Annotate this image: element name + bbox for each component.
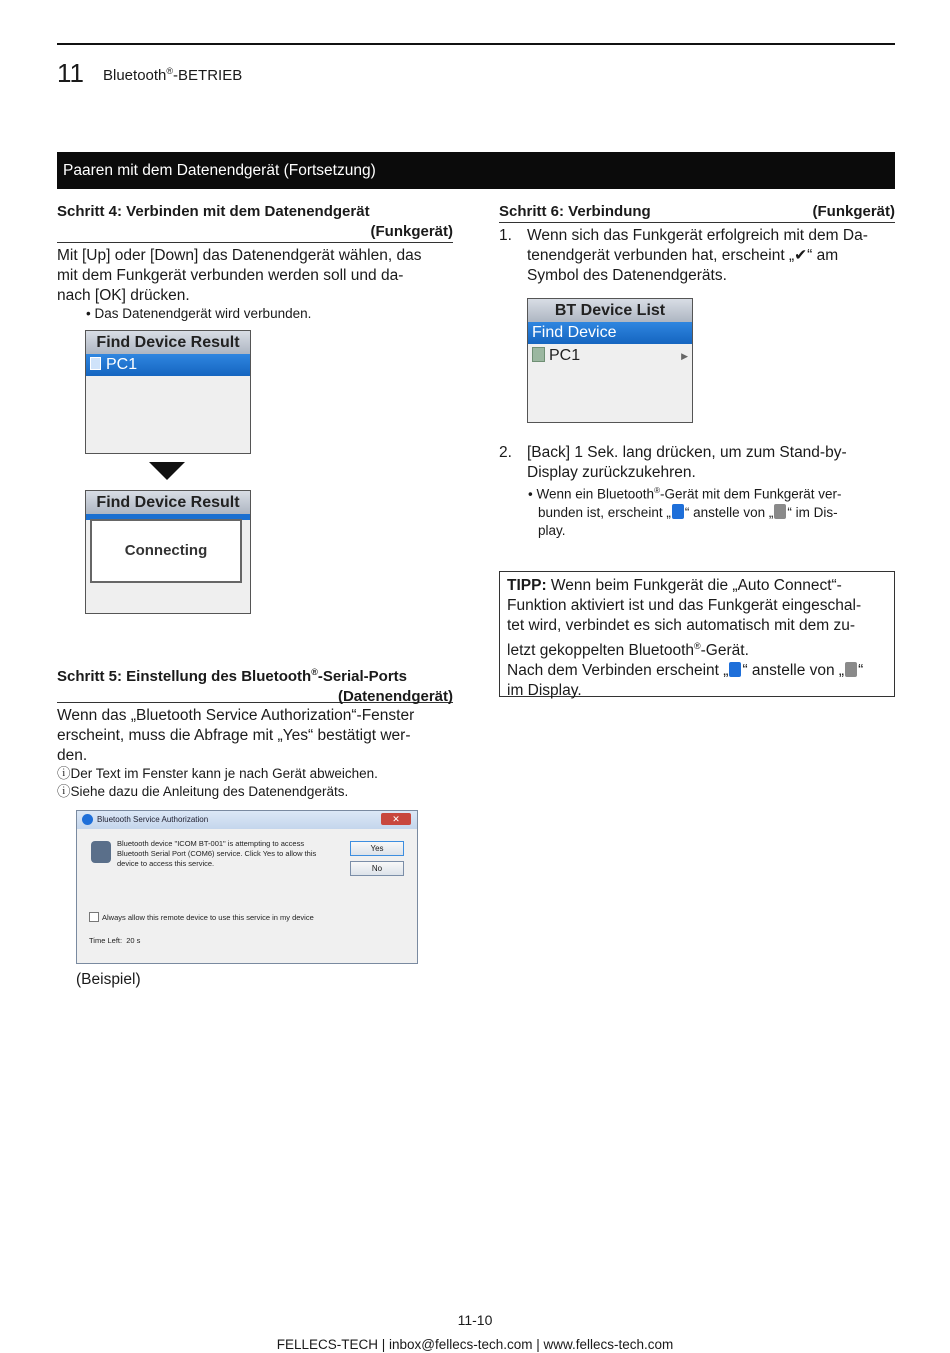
device-icon [90,357,101,370]
bluetooth-inactive-icon [845,662,857,677]
find-device-item: Find Device [528,322,692,344]
screen-title: Find Device Result [86,331,250,354]
list-item-pc1: PC1 ▶ [528,344,692,368]
bluetooth-inactive-icon [774,504,786,519]
window-message: Bluetooth device "ICOM BT-001" is attempting to access Bluetooth Serial Port (COM6) service. Click Yes to allow this device to access this service. [117,839,317,868]
header-rule [57,43,895,45]
bluetooth-device-icon [91,841,111,863]
chevron-right-icon: ▶ [681,351,688,361]
footer-company: FELLECS-TECH | inbox@fellecs-tech.com | www.fellecs-tech.com [276,1337,674,1352]
info-icon: ⓘ [57,766,71,781]
chapter-title: Bluetooth®-BETRIEB [103,66,243,84]
step6-item2-text: [Back] 1 Sek. lang drücken, um zum Stand-by- Display zurückzukehren. [527,444,847,481]
step4-bullet: • Das Datenendgerät wird verbunden. [86,306,312,321]
no-button[interactable]: No [350,861,404,876]
time-left: Time Left: 20 s [89,936,141,945]
connecting-screen [85,490,251,614]
section-banner: Paaren mit dem Datenendgerät (Fortsetzung) [57,152,895,189]
step5-heading: Schritt 5: Einstellung des Bluetooth®-Serial-Ports (Datenendgerät) [57,662,453,703]
bt-authorization-window [76,810,418,964]
yes-button[interactable]: Yes [350,841,404,856]
example-caption: (Beispiel) [76,971,141,988]
close-icon[interactable]: ✕ [381,813,411,825]
page-number: 11-10 [457,1312,493,1328]
list-item-pc1: PC1 [86,354,250,376]
always-allow-checkbox[interactable]: Always allow this remote device to use this service in my device [89,912,314,922]
step6-heading: Schritt 6: Verbindung (Funkgerät) [499,202,895,223]
step5-notes: ⓘDer Text im Fenster kann je nach Gerät abweichen. ⓘSiehe dazu die Anleitung des Datenendgeräts. [57,766,378,799]
connecting-dialog: Connecting [90,519,242,583]
window-titlebar: Bluetooth Service Authorization ✕ [77,811,417,829]
step5-text: Wenn das „Bluetooth Service Authorization“-Fenster erscheint, muss die Abfrage mit „Yes“ bestätigt wer- den. [57,707,415,764]
bluetooth-icon [82,814,93,825]
step6-item2-num: 2. [499,444,512,461]
screen-title: Find Device Result [86,491,250,514]
arrow-down-icon [149,462,185,480]
info-icon: ⓘ [57,784,71,799]
step6-item2-bullet: • Wenn ein Bluetooth®-Gerät mit dem Funkgerät ver- bunden ist, erscheint „ “ anstelle von „ “ im Dis- play. [528,486,842,538]
bluetooth-connected-icon [672,504,684,519]
checkbox-icon[interactable] [89,912,99,922]
step6-item1-num: 1. [499,227,512,244]
step4-heading: Schritt 4: Verbinden mit dem Datenendgerät (Funkgerät) [57,202,453,243]
find-device-screen [85,330,251,454]
screen-title: BT Device List [528,299,692,322]
device-check-icon [532,347,545,362]
bt-device-list-screen [527,298,693,423]
step4-text: Mit [Up] oder [Down] das Datenendgerät wählen, das mit dem Funkgerät verbunden werden soll und da- nach [OK] drücken. [57,247,422,304]
tip-box: TIPP: Wenn beim Funkgerät die „Auto Connect“- Funktion aktiviert ist und das Funkgerät eingeschal- tet wird, verbindet es sich automatisch mit dem zu- letzt gekoppelten Bluetooth®-Gerät. Nach dem Verbinden erscheint „ “ anstelle von „ “ im Display. [499,571,895,697]
step6-item1-text: Wenn sich das Funkgerät erfolgreich mit dem Da- tenendgerät verbunden hat, erscheint „✔“ am Symbol des Datenendgeräts. [527,227,868,284]
chapter-number: 11 [57,58,84,88]
bluetooth-connected-icon [729,662,741,677]
